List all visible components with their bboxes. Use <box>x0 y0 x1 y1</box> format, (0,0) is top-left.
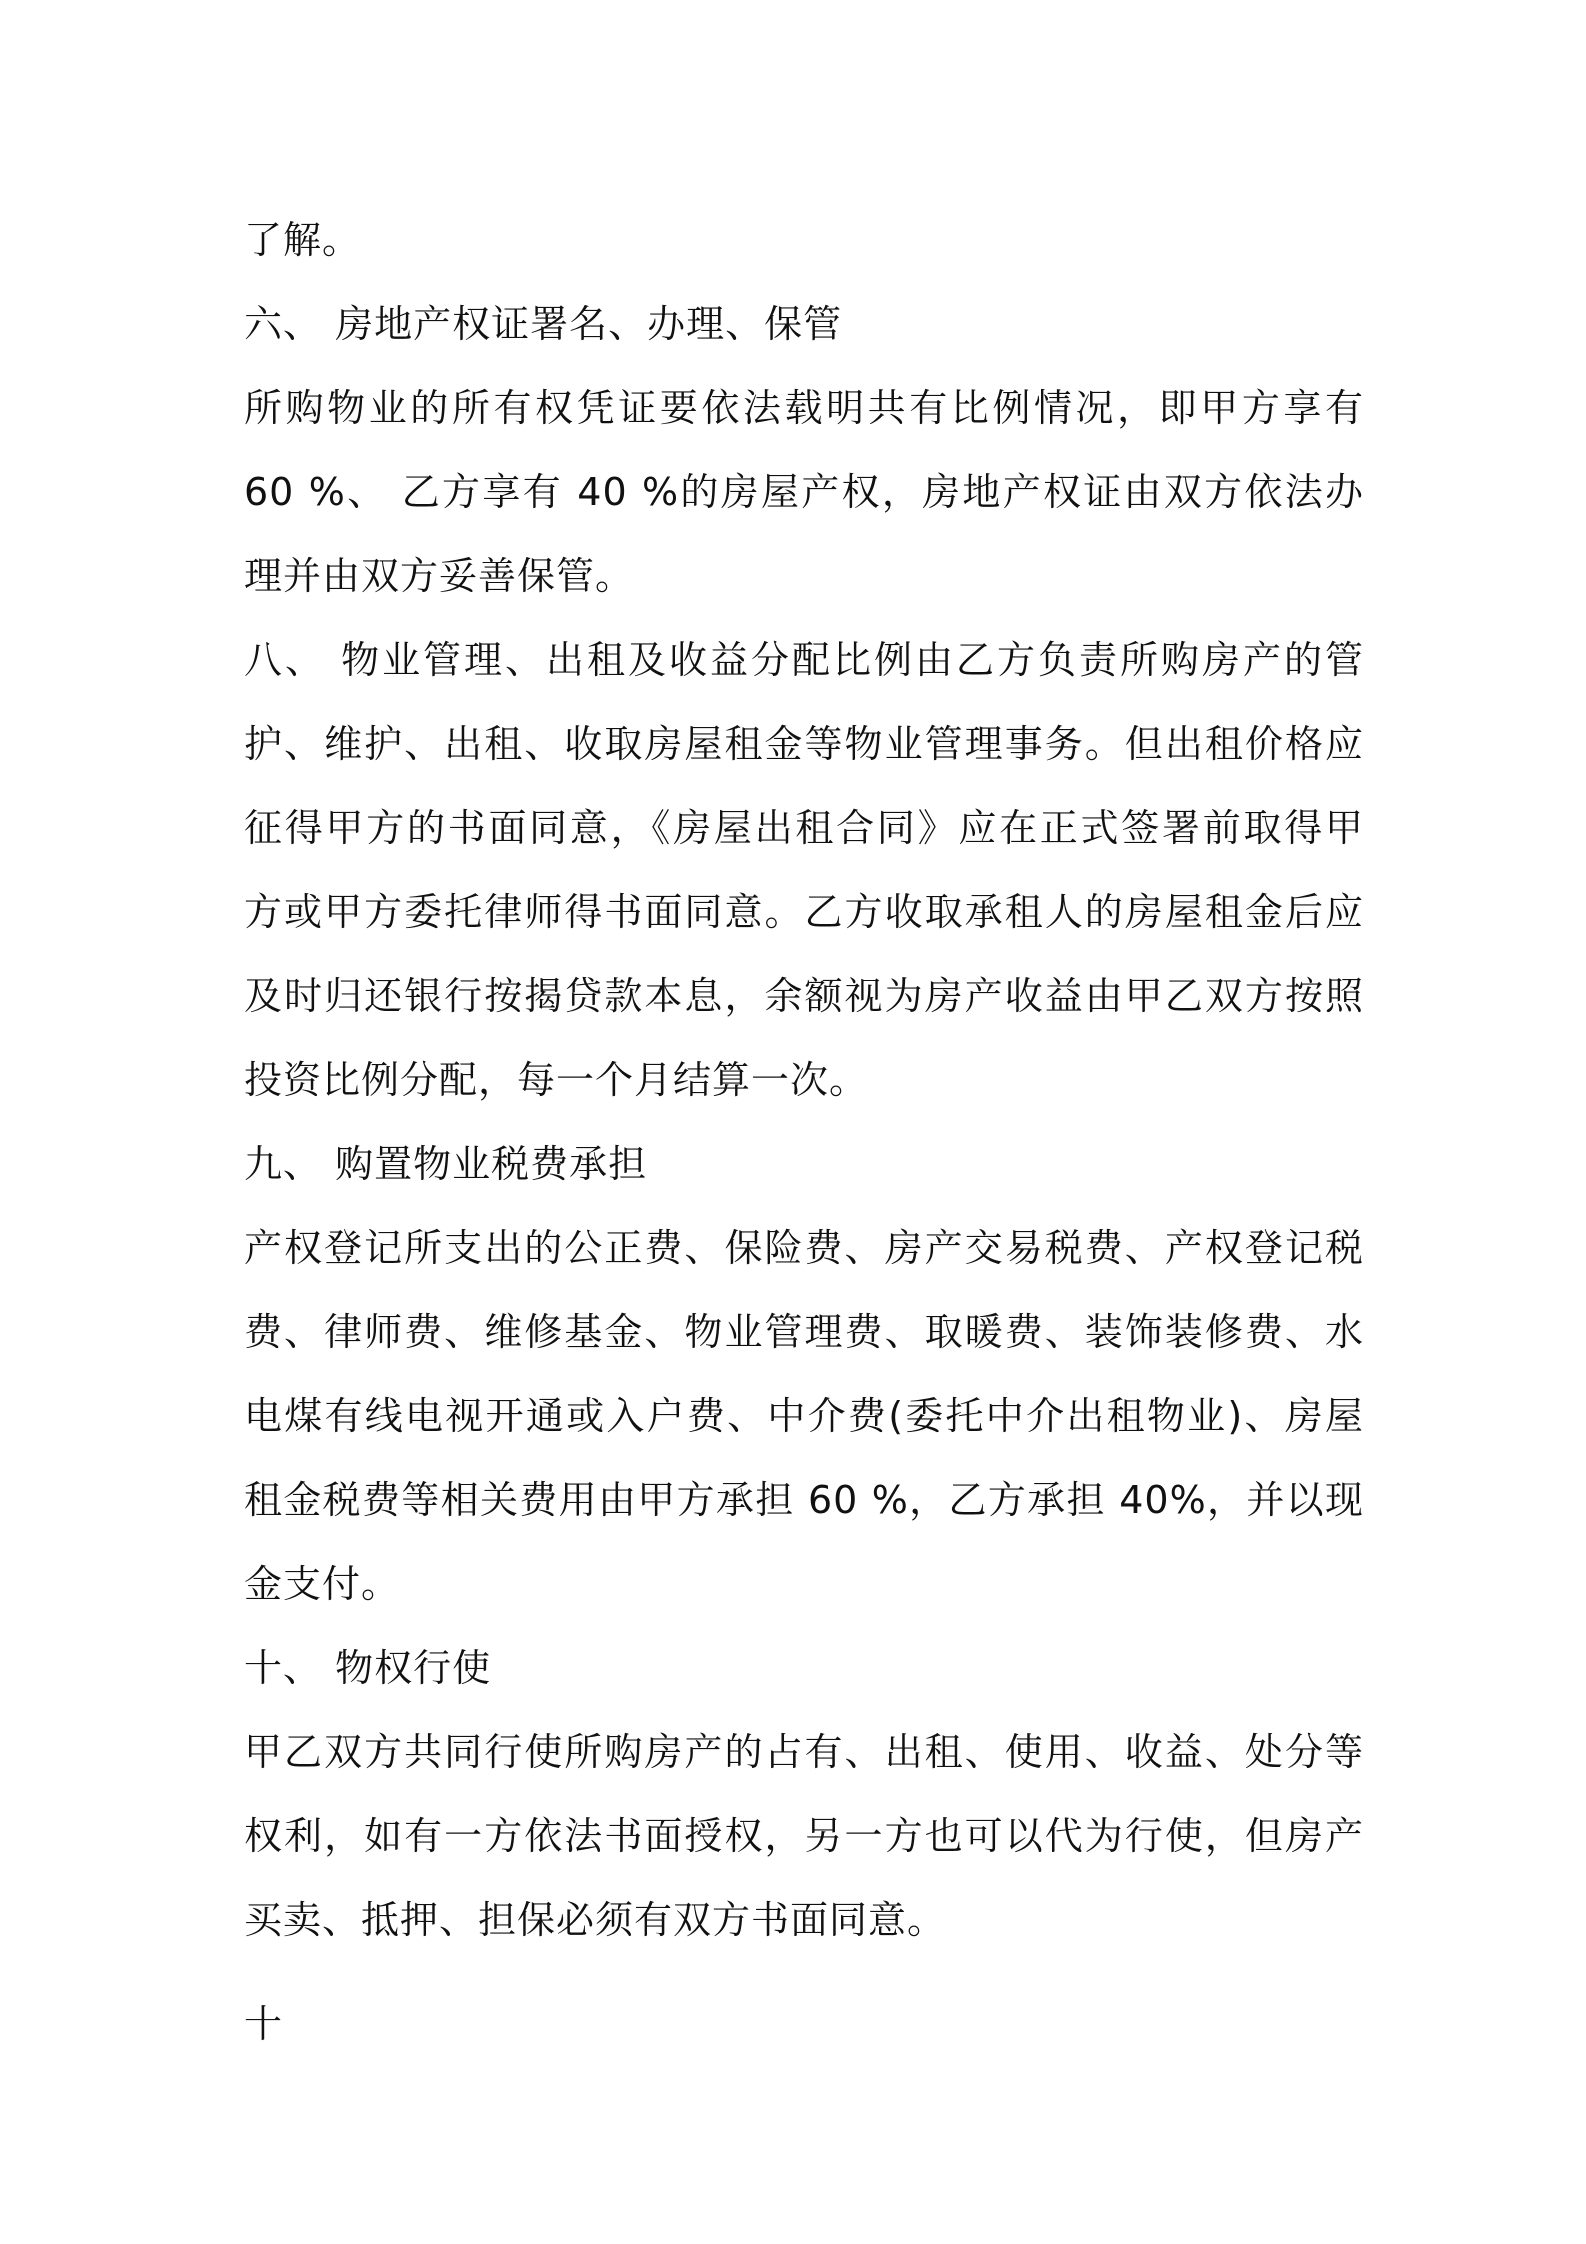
text-line: 征得甲方的书面同意，《房屋出租合同》应在正式签署前取得甲 <box>244 806 1364 850</box>
section-heading: 八、 物业管理、出租及收益分配比例由乙方负责所购房产的管 <box>244 638 1364 682</box>
text-line: 产权登记所支出的公正费、保险费、房产交易税费、产权登记税 <box>244 1226 1364 1270</box>
section-heading: 九、 购置物业税费承担 <box>244 1142 648 1186</box>
text-line: 权利，如有一方依法书面授权，另一方也可以代为行使，但房产 <box>244 1814 1364 1858</box>
text-line: 租金税费等相关费用由甲方承担 60 %，乙方承担 40%，并以现 <box>244 1478 1364 1522</box>
text-line: 电煤有线电视开通或入户费、中介费(委托中介出租物业)、房屋 <box>244 1394 1364 1438</box>
text-line: 金支付。 <box>244 1562 401 1606</box>
text-line: 方或甲方委托律师得书面同意。乙方收取承租人的房屋租金后应 <box>244 890 1364 934</box>
text-line: 理并由双方妥善保管。 <box>244 554 635 598</box>
text-line: 费、律师费、维修基金、物业管理费、取暖费、装饰装修费、水 <box>244 1310 1364 1354</box>
section-heading: 十 <box>244 2002 284 2046</box>
text-line: 甲乙双方共同行使所购房产的占有、出租、使用、收益、处分等 <box>244 1730 1364 1774</box>
text-line: 60 %、 乙方享有 40 %的房屋产权，房地产权证由双方依法办 <box>244 470 1364 514</box>
section-heading: 十、 物权行使 <box>244 1646 492 1690</box>
spacer <box>244 1962 1364 1982</box>
text-line: 及时归还银行按揭贷款本息，余额视为房产收益由甲乙双方按照 <box>244 974 1364 1018</box>
text-line: 投资比例分配，每一个月结算一次。 <box>244 1058 869 1102</box>
document-body <box>244 198 1364 2066</box>
text-line: 护、维护、出租、收取房屋租金等物业管理事务。但出租价格应 <box>244 722 1364 766</box>
section-heading: 六、 房地产权证署名、办理、保管 <box>244 302 843 346</box>
text-line: 买卖、抵押、担保必须有双方书面同意。 <box>244 1898 947 1942</box>
text-line: 所购物业的所有权凭证要依法载明共有比例情况，即甲方享有 <box>244 386 1364 430</box>
text-line: 了解。 <box>244 218 362 262</box>
